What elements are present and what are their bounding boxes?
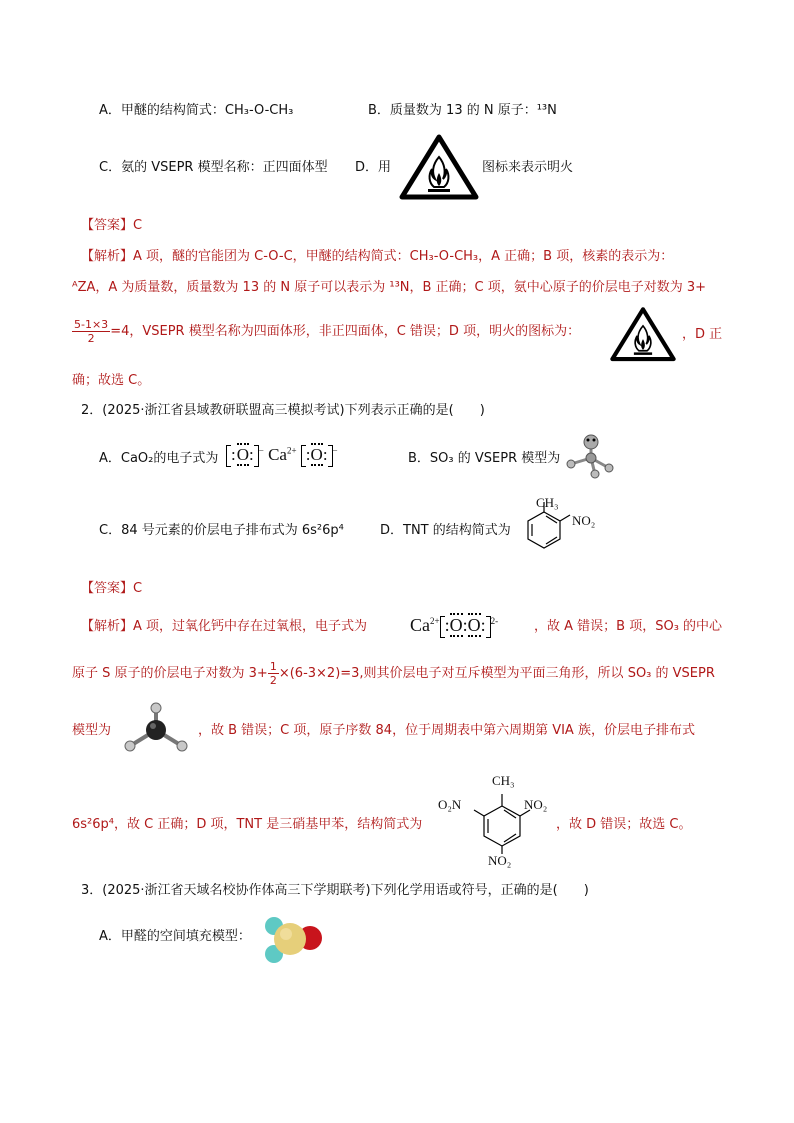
q1-explanation-line3-tail: ，D 正 <box>682 327 723 342</box>
q2-explanation-line4: 6s²6p⁴，故 C 正确；D 项，TNT 是三硝基甲苯，结构简式为 <box>72 817 423 832</box>
q1-answer: 【答案】C <box>81 218 143 233</box>
q2-explanation-line1: 【解析】A 项，过氧化钙中存在过氧根，电子式为 <box>81 619 368 634</box>
q1-option-a: A．甲醚的结构简式：CH₃-O-CH₃ <box>99 103 294 118</box>
q2-explanation-line1-tail: ，故 A 错误；B 项，SO₃ 的中心 <box>534 619 723 634</box>
fire-hazard-icon-small <box>606 306 680 364</box>
fraction: $\frac{5-1\times 3}{2}$ <box>74 318 109 345</box>
q2-option-c: C．84 号元素的价层电子排布式为 6s²6p⁴ <box>99 523 344 538</box>
q1-option-d-prefix: D．用 <box>355 160 392 175</box>
q2-option-d: D．TNT 的结构简式为 <box>380 523 511 538</box>
no2-label: NO₂ <box>572 513 596 528</box>
fire-hazard-icon <box>398 133 480 203</box>
q1-explanation-line2: ᴬZA，A 为质量数，质量数为 13 的 N 原子可以表示为 ¹³N，B 正确；C 项，氨中心原子的价层电子对数为 3+ <box>72 280 707 295</box>
q1-option-b: B．质量数为 13 的 N 原子：¹³N <box>368 103 557 118</box>
ch3-label: CH₃ <box>536 495 559 510</box>
q2-answer: 【答案】C <box>81 581 143 596</box>
q3-stem: 3．(2025·浙江省天域名校协作体高三下学期联考)下列化学用语或符号，正确的是( ) <box>81 883 589 898</box>
q2-option-a: A．CaO₂的电子式为 <box>99 451 219 466</box>
tnt-ch3-label: CH₃ <box>492 773 515 788</box>
tnt-no2-right-label: NO₂ <box>524 797 548 812</box>
q1-explanation-line1: 【解析】A 项，醚的官能团为 C-O-C，甲醚的结构简式：CH₃-O-CH₃，A 正确；B 项，核素的表示为： <box>81 249 674 264</box>
q1-option-d-suffix: 图标来表示明火 <box>482 160 574 175</box>
explanation-label: 【解析】 <box>81 249 134 264</box>
q2-option-b: B．SO₃ 的 VSEPR 模型为 <box>408 451 561 466</box>
q1-explanation-line3: $\frac{5-1\times 3}{2}$ =4，VSEPR 模型名称为四面体形，非正四面体，C 错误；D 项，明火的图标为： <box>74 318 581 345</box>
q2-explanation-line2: 原子 S 原子的价层电子对数为 3+ $\frac{1}{2}$ ×(6-3×2)=3,则其价层电子对互斥模型为平面三角形，所以 SO₃ 的 VSEPR <box>72 660 715 687</box>
cao2-electron-formula: :O: − $Ca^{2+}$ :O: − <box>226 442 338 468</box>
peroxide-electron-formula: $Ca^{2+}$ :O:O: $^{2-}$ <box>410 612 498 638</box>
tnt-o2n-label: O₂N <box>438 797 462 812</box>
tnt-no2-bottom-label: NO₂ <box>488 853 512 868</box>
so3-planar-model <box>120 696 192 756</box>
q2-explanation-line3-head: 模型为 <box>72 723 112 738</box>
formaldehyde-space-filling-model <box>262 914 326 964</box>
q1-explanation-line4: 确；故选 C。 <box>72 373 151 388</box>
q1-option-c: C．氨的 VSEPR 模型名称：正四面体型 <box>99 160 328 175</box>
q2-explanation-line3-tail: ，故 B 错误；C 项，原子序数 84，位于周期表中第六周期第 VIA 族，价层电子排布式 <box>198 723 695 738</box>
so3-ball-stick-model-option <box>565 432 615 480</box>
q2-explanation-line4-tail: ，故 D 错误；故选 C。 <box>556 817 692 832</box>
q2-stem: 2．(2025·浙江省县域教研联盟高三模拟考试)下列表示正确的是( ) <box>81 403 485 418</box>
q3-option-a: A．甲醛的空间填充模型： <box>99 929 251 944</box>
